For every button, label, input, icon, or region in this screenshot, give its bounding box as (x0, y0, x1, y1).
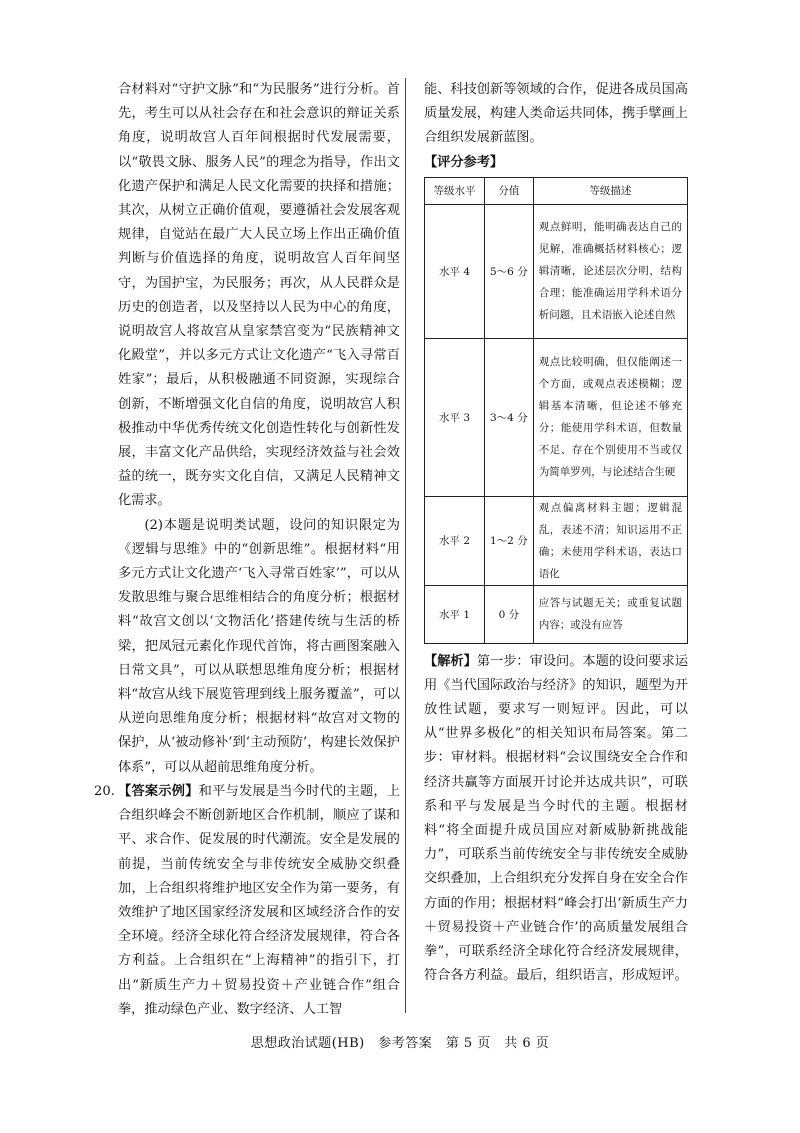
analysis-text: 第一步：审设问。本题的设问要求运用《当代国际政治与经济》的知识，题型为开放性试题，要求写一则短评。因此，可以从“世界多极化”的相关知识布局答案。第二步：审材料。根据材料“会议围绕安全合作和经济共赢等方面展开讨论并达成共识”，可联系和平与发展是当今时代的主题。根据材料“将全面提升成员国应对新威胁新挑战能力”，可联系当前传统安全与非传统安全威胁交织叠加，上合组织充分发挥自身在安全合作方面的作用；根据材料“峰会打出‘新质生产力＋贸易投资＋产业链合作’的高质量发展组合拳”，可联系经济全球化符合经济发展规律，符合各方利益。最后，组织语言，形成短评。 (424, 653, 689, 984)
q19-part2-paragraph: (2)本题是说明类试题，设问的知识限定为《逻辑与思维》中的“创新思维”。根据材料“用多元方式让文化遗产‘飞入寻常百姓家’”，可以从发散思维与聚合思维相结合的角度分析；根据材料“故宫文创以‘文物活化’搭建传统与生活的桥梁，把凤冠元素化作现代首饰，将古画图案融入日常文具”，可以从联想思维角度分析；根据材料“故宫从线下展览管理到线上服务覆盖”，可以从逆向思维角度分析；根据材料“故宫对文物的保护，从‘被动修补’到‘主动预防’，构建长效保护体系”，可以从超前思维角度分析。 (118, 517, 400, 775)
level-cell: 水平 2 (425, 496, 485, 585)
column-divider (405, 78, 406, 1013)
table-row (425, 338, 688, 496)
score-cell: 3～4 分 (485, 338, 534, 496)
header-level: 等级水平 (425, 177, 485, 204)
score-cell: 5～6 分 (485, 204, 534, 338)
grading-reference-title: 【评分参考】 (424, 154, 504, 170)
description-cell: 应答与试题无关；或重复试题内容；或没有应答 (533, 585, 687, 643)
score-cell: 0 分 (485, 585, 534, 643)
level-cell: 水平 1 (425, 585, 485, 643)
right-column (424, 78, 688, 988)
header-description: 等级描述 (533, 177, 687, 204)
grading-table (424, 177, 688, 644)
header-score: 分值 (485, 177, 534, 204)
table-row (425, 496, 688, 585)
description-cell: 观点偏离材料主题；逻辑混乱，表述不清；知识运用不正确；未使用学科术语，表达口语化 (533, 496, 687, 585)
q19-analysis-paragraph: 合材料对“守护文脉”和“为民服务”进行分析。首先，考生可以从社会存在和社会意识的辩证关系角度，说明故宫人百年间根据时代发展需要，以“敬畏文脉、服务人民”的理念为指导，作出文化遗产保护和满足人民文化需要的抉择和措施；其次，从树立正确价值观，要遵循社会发展客观规律，自觉站在最广大人民立场上作出正确价值判断与价值选择的角度，说明故宫人百年间坚守，为国护宝，为民服务；再次，从人民群众是历史的创造者，以及坚持以人民为中心的角度，说明故宫人将故宫从皇家禁宫变为“民族精神文化殿堂”，并以多元方式让文化遗产“飞入寻常百姓家”；最后，从积极融通不同资源，实现综合创新，不断增强文化自信的角度，说明故宫人积极推动中华优秀传统文化创造性转化与创新性发展，丰富文化产品供给，实现经济效益与社会效益的统一，既夯实文化自信，又满足人民精神文化需求。 (118, 82, 400, 509)
description-cell: 观点比较明确，但仅能阐述一个方面，或观点表述模糊；逻辑基本清晰，但论述不够充分；能使用学科术语，但数量不足、存在个别使用不当或仅为简单罗列，与论述结合生硬 (533, 338, 687, 496)
page-footer: 思想政治试题(HB) 参考答案 第 5 页 共 6 页 (250, 1036, 550, 1051)
q20-number: 20. (94, 783, 115, 799)
description-cell: 观点鲜明，能明确表达自己的见解，准确概括材料核心；逻辑清晰，论述层次分明，结构合理；能准确运用学科术语分析问题，且术语嵌入论述自然 (533, 204, 687, 338)
q20-answer-continued: 能、科技创新等领域的合作，促进各成员国高质量发展，构建人类命运共同体，携手擘画上合组织发展新蓝图。 (424, 82, 688, 146)
q20-answer-label: 【答案示例】 (118, 783, 199, 799)
q20-answer-paragraph (94, 780, 401, 1022)
table-row (425, 204, 688, 338)
score-cell: 1～2 分 (485, 496, 534, 585)
grading-table-header (425, 177, 688, 204)
table-row (425, 585, 688, 643)
analysis-paragraph (424, 650, 688, 989)
level-cell: 水平 4 (425, 204, 485, 338)
q20-answer-text: 和平与发展是当今时代的主题，上合组织峰会不断创新地区合作机制，顺应了谋和平、求合作、促发展的时代潮流。安全是发展的前提，当前传统安全与非传统安全威胁交织叠加，上合组织将维护地区安全作为第一要务，有效维护了地区国家经济发展和区域经济合作的安全环境。经济全球化符合经济发展规律，符合各方利益。上合组织在“上海精神”的指引下，打出“新质生产力＋贸易投资＋产业链合作”组合拳，推动绿色产业、数字经济、人工智 (118, 783, 401, 1017)
left-column (94, 78, 401, 1022)
analysis-label: 【解析】 (424, 653, 477, 669)
level-cell: 水平 3 (425, 338, 485, 496)
